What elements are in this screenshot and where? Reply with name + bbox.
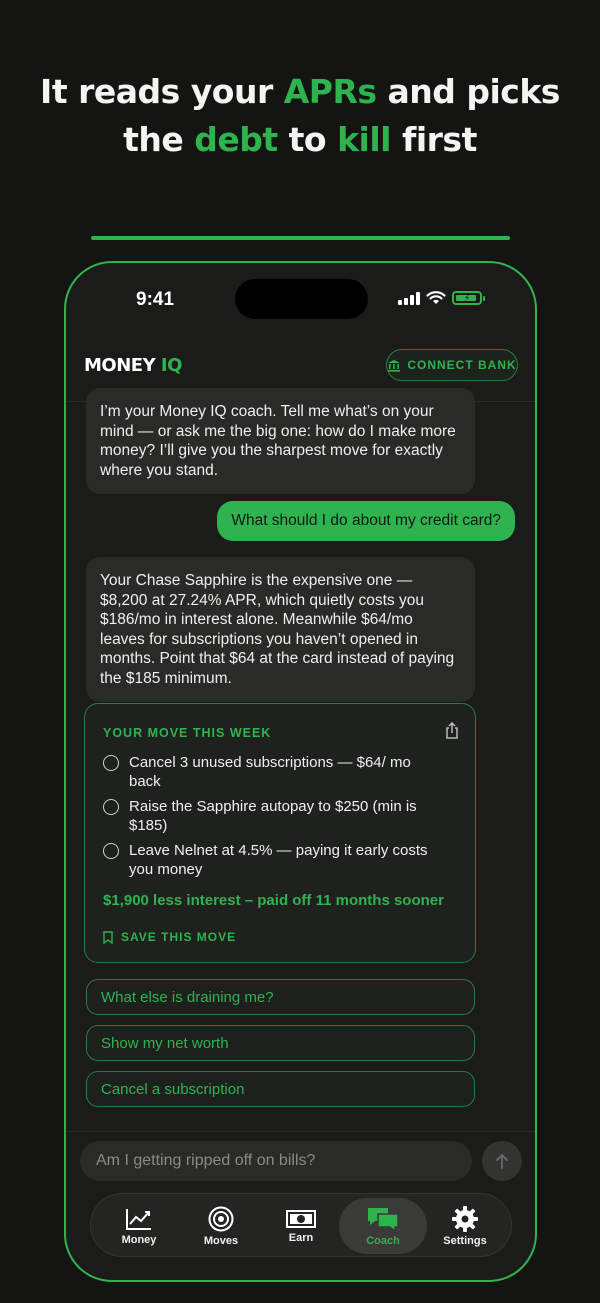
- headline: [0, 68, 600, 164]
- send-button[interactable]: [482, 1141, 522, 1181]
- move-summary: $1,900 less interest – paid off 11 months sooner: [103, 892, 444, 909]
- signal-icon: [398, 292, 420, 305]
- tab-label: Moves: [203, 1234, 239, 1247]
- headline-highlight-debt: debt: [194, 120, 278, 159]
- connect-bank-button[interactable]: [386, 349, 518, 381]
- gear-icon: [452, 1206, 478, 1232]
- move-item[interactable]: [103, 754, 443, 791]
- headline-text: and picks: [376, 72, 560, 111]
- share-icon[interactable]: [445, 722, 459, 740]
- bookmark-icon: [103, 931, 113, 944]
- message-input[interactable]: Am I getting ripped off on bills?: [80, 1141, 472, 1181]
- headline-highlight-kill: kill: [337, 120, 391, 159]
- phone-frame: [64, 261, 537, 1282]
- suggestion-chip[interactable]: Cancel a subscription: [86, 1071, 475, 1107]
- move-card: [84, 703, 476, 963]
- status-icons: [398, 291, 482, 305]
- move-item-label: Raise the Sapphire autopay to $250 (min is $185): [129, 798, 417, 834]
- suggestion-chip[interactable]: What else is draining me?: [86, 979, 475, 1015]
- chat-icon: [366, 1206, 400, 1232]
- tab-label: Settings: [443, 1234, 487, 1247]
- battery-icon: ⚡: [452, 291, 482, 305]
- tab-settings[interactable]: [421, 1198, 509, 1254]
- dynamic-island: [235, 279, 368, 319]
- user-message: What should I do about my credit card?: [217, 501, 515, 541]
- tab-earn[interactable]: [257, 1198, 345, 1254]
- arrow-up-icon: [495, 1153, 509, 1169]
- headline-text: It reads your: [40, 72, 284, 111]
- suggestion-chip[interactable]: Show my net worth: [86, 1025, 475, 1061]
- move-item-label: Cancel 3 unused subscriptions — $64/ mo back: [129, 754, 411, 790]
- bank-icon: [387, 359, 401, 372]
- cash-icon: [286, 1209, 316, 1229]
- chart-icon: [125, 1207, 153, 1231]
- headline-text: first: [391, 120, 477, 159]
- headline-highlight-aprs: APRs: [283, 72, 377, 111]
- tab-label: Earn: [288, 1231, 314, 1244]
- coach-message-intro: I’m your Money IQ coach. Tell me what’s on your mind — or ask me the big one: how do I make more money? I’ll give you the sharpest move for exactly where you stand.: [86, 388, 475, 494]
- accent-divider: [91, 236, 510, 240]
- radio-button[interactable]: [103, 843, 119, 859]
- app-logo: MONEY IQ: [84, 355, 182, 376]
- move-item[interactable]: [103, 842, 453, 879]
- connect-bank-label: CONNECT BANK: [407, 358, 517, 372]
- target-icon: [208, 1206, 234, 1232]
- move-item[interactable]: [103, 798, 453, 835]
- tab-label: Coach: [366, 1234, 400, 1247]
- radio-button[interactable]: [103, 755, 119, 771]
- move-card-title: YOUR MOVE THIS WEEK: [103, 726, 272, 740]
- headline-text: to: [277, 120, 338, 159]
- wifi-icon: [426, 291, 446, 305]
- composer-divider: [66, 1131, 535, 1132]
- tab-coach[interactable]: [339, 1198, 427, 1254]
- save-move-button[interactable]: [103, 930, 236, 944]
- tab-bar: [90, 1193, 512, 1257]
- tab-label: Money: [121, 1233, 157, 1246]
- coach-message-reply: Your Chase Sapphire is the expensive one — $8,200 at 27.24% APR, which quietly costs you $186/mo in interest alone. Meanwhile $64/mo leaves for subscriptions you haven’t opened in months. Point that $64 at the card instead of paying the $185 minimum.: [86, 557, 475, 702]
- status-time: 9:41: [136, 289, 175, 310]
- tab-moves[interactable]: [177, 1198, 265, 1254]
- radio-button[interactable]: [103, 799, 119, 815]
- tab-money[interactable]: [95, 1198, 183, 1254]
- move-item-label: Leave Nelnet at 4.5% — paying it early costs you money: [129, 842, 428, 878]
- save-move-label: SAVE THIS MOVE: [121, 930, 237, 944]
- headline-text: the: [123, 120, 195, 159]
